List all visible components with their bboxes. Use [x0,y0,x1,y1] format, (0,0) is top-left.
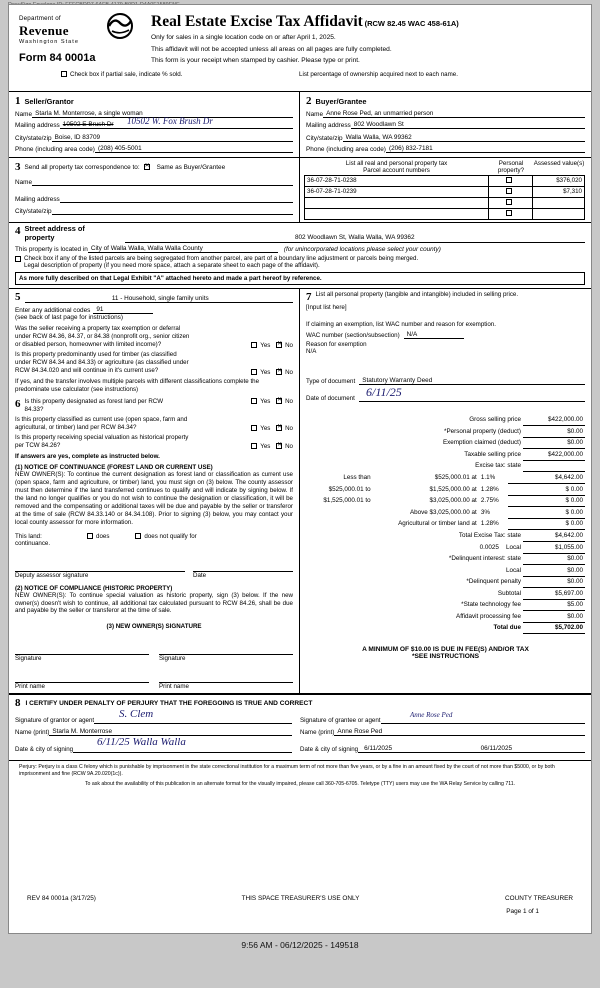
header-note-1: Only for sales in a single location code on or after April 1, 2025. [151,34,336,41]
personal-property-checkbox[interactable] [506,177,512,183]
section-8-number: 8 [15,697,21,710]
personal-property-checkbox[interactable] [506,188,512,194]
bracket-threshold: $1,525,000.00 at [429,485,477,493]
document-page [8,4,592,934]
seller-city-value[interactable]: Boise, ID 83709 [52,134,293,142]
section-7-number: 7 [306,291,312,304]
segregation-checkbox[interactable] [15,256,21,262]
total-due-label: Total due [493,624,521,632]
taxable-selling-price-amount[interactable]: $422,000.00 [523,449,585,461]
deputy-assessor-date-field[interactable] [193,561,293,572]
bracket-row [306,484,585,496]
section-1-number: 1 [15,95,21,107]
corr-city-label: City/state/zip [15,208,52,215]
gross-selling-price-amount[interactable]: $422,000.00 [523,414,585,426]
s6-q3-yes-checkbox[interactable] [251,443,257,449]
section-6-q1-answers[interactable]: Yes ✕No [251,398,293,405]
q1-no-checkbox[interactable] [276,342,282,348]
exemption-claimed-amount[interactable]: $0.00 [523,437,585,449]
land-does-checkbox[interactable] [87,533,93,539]
notice-compliance-title: (2) NOTICE OF COMPLIANCE (HISTORIC PROPERTY) [15,584,173,592]
grantor-date-label: Date & city of signing [15,746,74,754]
grantee-signature-label: Signature of grantee or agent [300,717,381,725]
located-in-label: This property is located in [15,245,88,253]
notice-continuance-body: NEW OWNER(S): To continue the current designation as forest land or classification as current use (open space, farm and agriculture, or timber) land, you must sign on (3) below. The county assessor must then determine if the land transferred continues to qualify and will indicate by signing below. If the land no longer qualifies or you do not wish to continue the designation or classification, it will be removed and the compensating or additional taxes will be due and payable by the seller or transferor at the time of sale (RCW 84.33.140 or 84.34.108). Prior to signing (3) below, you may contact your local county assessor for more information. [15,471,293,526]
bracket-amount[interactable]: $ 0.00 [508,518,585,530]
bracket-range: $1,525,000.01 to [323,497,371,505]
page-number: Page 1 of 1 [506,908,539,915]
exemption-label: If claiming an exemption, list WAC number and reason for exemption. [306,321,496,329]
partial-sale-label: Check box if partial sale, indicate % sold. [70,71,183,78]
footer-row [9,895,591,902]
section-6-question-1: Is this property designated as forest land per RCW 84.33? [24,397,164,413]
fin-row-exemption [306,437,585,449]
bracket-amount[interactable]: $ 0.00 [508,484,585,496]
grantee-date-value-2[interactable]: 06/11/2025 [469,745,585,753]
same-as-buyer-label: Same as Buyer/Grantee [156,163,226,171]
grantee-printname-value[interactable]: Anne Rose Ped [334,728,585,736]
new-owner-signature-field-1[interactable] [15,644,149,655]
total-row [306,565,585,577]
parcel-table-header-3: Personal property? [497,160,525,175]
grantor-date-value: 6/11/25 Walla Walla [97,736,186,749]
property-street-address[interactable]: 802 Woodlawn St, Walla Walla, WA 99362 [125,234,586,243]
section-6-question-3: Is this property receiving special valuation as historical property per TCW 84.26? [15,433,189,449]
personal-property-checkbox-cell[interactable] [489,197,533,208]
total-excise-state-label: Total Excise Tax: state [458,532,521,540]
doc-type-label: Type of document [306,378,356,386]
local-amount[interactable]: $1,055.00 [523,542,585,554]
assessed-value[interactable]: $7,310 [533,186,585,197]
grantee-printname-label: Name (print) [300,729,335,737]
new-owner-signature-label-2: Signature [159,655,186,663]
parcel-table-header-4: Assessed value(s) [533,160,585,167]
legal-description[interactable]: As more fully described on that Legal Exhibit "A" attached hereto and made a part hereof by reference. [15,272,585,285]
state-technology-fee-label: *State technology fee [461,601,521,609]
doc-type-value[interactable]: Statutory Warranty Deed [359,377,585,385]
subtotal-label: Subtotal [497,589,521,597]
land-does-not-label: does not qualify for [144,532,197,540]
reason-exemption-value[interactable]: N/A [306,348,317,356]
table-row[interactable] [305,208,585,219]
partial-sale-checkbox[interactable] [61,71,67,77]
seller-phone-value[interactable]: (208) 405-5001 [95,145,293,153]
form-number: Form 84 0001a [19,51,96,64]
s6-q2-no-checkbox[interactable] [276,425,282,431]
deputy-assessor-signature-label: Deputy assessor signature [15,571,89,579]
corr-city-value[interactable] [52,207,293,215]
delinquent-penalty-label: *Delinquent penalty [466,578,521,586]
perjury-note: Perjury: Perjury is a class C felony which is punishable by imprisonment in the state correctional institution for a maximum term of not more than five years, or by a fine in an amount fixed by the court of not more than $5000, or by both imprisonment and fine (RCW 9A.20.020(1c)). [19,764,555,778]
total-row [306,542,585,554]
new-owner-signature-field-2[interactable] [159,644,293,655]
section-4-title-2: property [24,232,55,242]
section-6-q3-answers[interactable]: Yes ✕No [251,443,293,450]
section-3-number: 3 [15,161,21,173]
gross-selling-price-label: Gross selling price [469,416,521,424]
grantor-printname-value[interactable]: Starla M. Monterrose [49,728,292,736]
affidavit-processing-fee-amount[interactable]: $0.00 [523,611,585,623]
doc-date-handwritten: 6/11/25 [366,385,402,400]
bracket-range [306,507,373,519]
total-row [306,599,585,611]
corr-mailing-value[interactable] [60,195,293,203]
bracket-rate: 1.28% [480,520,499,528]
total-row [306,588,585,600]
personal-property-checkbox-cell[interactable] [489,186,533,197]
new-owner-printname-field-2[interactable] [159,672,293,683]
delinquent-interest-local-label: Local [505,566,521,574]
bracket-row [306,472,585,484]
local-rate-and-label: 0.0025 Local [479,543,521,551]
q2-no-checkbox[interactable] [276,369,282,375]
fin-row-personal [306,426,585,438]
bracket-amount[interactable]: $ 0.00 [508,507,585,519]
table-row[interactable] [305,197,585,208]
property-address-block [9,223,591,289]
fin-row-excise-state [306,460,585,472]
total-row [306,553,585,565]
buyer-phone-value[interactable]: (206) 832-7181 [386,145,585,153]
parties-block [9,92,591,158]
bracket-amount[interactable]: $4,642.00 [508,472,585,484]
bracket-rate: 2.75% [480,497,499,505]
dept-line1: Department of [19,15,61,22]
header-note-3: This form is your receipt when stamped by cashier. Please type or print. [151,57,360,65]
personal-property-deduct-amount[interactable]: $0.00 [523,426,585,438]
notice-compliance-body: NEW OWNER(S): To continue special valuation as historic property, sign (3) below. If the new owner(s) doesn't wish to continue, all additional tax calculated pursuant to RCW 84.26, shall be due and payable by the seller or transferor at the time of sale. [15,591,293,615]
bracket-threshold: $525,000.01 at [434,474,477,482]
subtotal-amount[interactable]: $5,697.00 [523,588,585,600]
s6-q1-yes-checkbox[interactable] [251,398,257,404]
see-back-note: (see back of last page for instructions) [15,314,123,322]
minimum-due-note: A MINIMUM OF $10.00 IS DUE IN FEE(S) AND/OR TAX [362,646,529,654]
excise-tax-state-amount [523,460,585,472]
deputy-assessor-signature-field[interactable] [15,561,185,572]
rcw-reference: (RCW 82.45 WAC 458-61A) [364,19,459,28]
personal-property-input[interactable]: [Input list here] [306,304,347,312]
delinquent-interest-state-label: *Delinquent interest: state [448,555,521,563]
see-instructions-note: *SEE INSTRUCTIONS [411,653,480,661]
bracket-threshold: Agricultural or timber land at [398,520,477,528]
land-does-not-checkbox[interactable] [135,533,141,539]
taxable-selling-price-label: Taxable selling price [464,450,521,458]
bracket-range: $525,000.01 to [328,485,371,493]
state-technology-fee-amount[interactable]: $5.00 [523,599,585,611]
total-due-row [306,622,585,634]
buyer-phone-label: Phone (including area code) [306,146,386,153]
certification-block [9,694,591,757]
continuance-word: continuance. [15,539,51,547]
section-2-number: 2 [306,95,312,107]
totals-table [306,530,585,634]
exemption-claimed-label: Exemption claimed (deduct) [442,439,521,447]
corr-name-label: Name [15,179,33,186]
section-4-note-2: Legal description of property (if you need more space, attach a separate sheet to each page of the affidavit). [24,262,320,270]
ownership-note: List percentage of ownership acquired next to each name. [299,71,458,78]
bracket-table [306,472,585,530]
parcel-number[interactable] [305,208,489,219]
delinquent-penalty-amount[interactable]: $0.00 [523,576,585,588]
section-7-column [300,289,591,693]
buyer-name-value[interactable]: Anne Rose Ped, an unmarried person [323,110,585,118]
section-7-intro: List all personal property (tangible and intangible) included in selling price. [315,291,519,299]
q1-yes-checkbox[interactable] [251,342,257,348]
section-1-title: Seller/Grantor [24,96,74,106]
county-treasurer-label: COUNTY TREASURER [505,895,573,902]
dept-line2: Revenue [19,22,69,38]
header-note-2: This affidavit will not be accepted unless all areas on all pages are fully completed. [151,45,392,53]
section-5-question-2: Is this property predominantly used for timber (as classified under RCW 84.34 and 84.33) or agriculture (as classified under RCW 84.34.020 and will continue in it's current use? [15,351,189,375]
correspondence-instruction: Send all property tax correspondence to: [24,163,140,171]
parcel-table [304,175,585,220]
buyer-mailing-label: Mailing address [306,122,351,129]
seller-mailing-handwritten: 10502 W. Fox Brush Dr [127,116,213,126]
assessed-value[interactable] [533,208,585,219]
parcel-table-section [300,158,591,222]
reason-exemption-label: Reason for exemption [306,341,367,349]
section-5-6-column [9,289,300,693]
section-5-q2-answers[interactable]: Yes ✕No [251,369,293,376]
parcel-number[interactable]: 36-07-28-71-0239 [305,186,489,197]
alternate-format-note: To ask about the availability of this publication in an alternate format for the visually impaired, please call 360-705-6705. Teletype (TTY) users may use the WA Relay Service by calling 711. [84,781,516,788]
fin-row-taxable [306,449,585,461]
seller-city-label: City/state/zip [15,135,52,142]
parcel-table-header-2: Parcel account numbers [363,167,430,175]
excise-tax-state-label: Excise tax: state [475,462,521,470]
section-8-title: I CERTIFY UNDER PENALTY OF PERJURY THAT THE FOREGOING IS TRUE AND CORRECT [25,699,313,707]
additional-codes-label: Enter any additional codes [15,307,91,315]
corr-name-value[interactable] [32,178,293,186]
bracket-rate: 1.1% [480,474,496,482]
buyer-grantee-section [300,92,591,157]
bracket-rate: 1.28% [480,485,499,493]
land-use-code[interactable]: 11 - Household, single family units [25,295,294,303]
section-4-title-1: Street address of [24,223,85,233]
section-6-number: 6 [15,397,21,410]
seller-grantor-section [9,92,300,157]
land-does-label: does [96,532,110,540]
financial-table [306,414,585,472]
additional-codes-value[interactable]: 91 [93,306,153,314]
section-5-question-1: Was the seller receiving a property tax exemption or deferral under RCW 84.36, 84.37, or 84.38 (nonprofit org., senior citizen or disabled person, homeowner with limited income)? [15,325,190,349]
parcel-table-header-1: List all real and personal property tax [345,160,448,167]
located-in-hint: (for unincorporated locations please select your county) [283,245,441,253]
new-owner-signature-label-1: Signature [15,655,42,663]
bracket-row [306,518,585,530]
fin-row-gross [306,414,585,426]
grantee-signature-value: Anne Rose Ped [410,711,453,720]
section-5-question-3: If yes, and the transfer involves multiple parcels with different classifications complete the predominate use calculator (see instructions) [15,377,260,393]
buyer-city-value[interactable]: Walla Walla, WA 99362 [343,134,585,142]
total-excise-state-amount[interactable]: $4,642.00 [523,530,585,542]
section-5-number: 5 [15,291,21,304]
total-row [306,576,585,588]
bracket-rate: 3% [480,508,490,516]
rev-number: REV 84 0001a (3/17/25) [27,895,96,902]
bracket-amount[interactable]: $ 0.00 [508,495,585,507]
wac-number-value[interactable]: N/A [404,331,464,339]
section-4-number: 4 [15,224,21,237]
buyer-city-label: City/state/zip [306,135,343,142]
status-bar: 9:56 AM - 06/12/2025 - 149518 [241,940,359,950]
table-row[interactable] [305,186,585,197]
correspondence-section [9,158,300,222]
grantor-signature-value: S. Clem [119,708,154,721]
bracket-threshold: Above $3,025,000.00 at [409,508,477,516]
grantor-signature-label: Signature of grantor or agent [15,717,95,725]
partial-sale-row [61,71,182,78]
bracket-threshold: $3,025,000.00 at [429,497,477,505]
this-land-label: This land: [15,532,42,540]
seller-phone-label: Phone (including area code) [15,146,95,153]
seller-name-value[interactable]: Starla M. Monterrose, a single woman [32,110,293,118]
bracket-range [306,518,373,530]
seller-mailing-label: Mailing address [15,122,60,129]
assessed-value[interactable] [533,197,585,208]
bracket-row [306,507,585,519]
new-owner-signature-title: (3) NEW OWNER(S) SIGNATURE [106,623,202,631]
delinquent-interest-state-amount[interactable]: $0.00 [523,553,585,565]
buyer-name-label: Name [306,111,324,118]
table-row[interactable] [305,175,585,186]
section-2-title: Buyer/Grantee [315,96,367,106]
dept-line3: Washington State [19,39,79,45]
grantee-date-label: Date & city of signing [300,746,359,754]
form-header [9,5,591,91]
personal-property-checkbox[interactable] [506,210,512,216]
doc-date-label: Date of document [306,395,355,403]
assessed-value[interactable]: $376,020 [533,175,585,186]
total-due-amount[interactable]: $5,702.00 [523,622,585,634]
personal-property-deduct-label: *Personal property (deduct) [443,427,521,435]
grantor-printname-label: Name (print) [15,729,50,737]
delinquent-interest-local-amount[interactable]: $0.00 [523,565,585,577]
new-owner-printname-field-1[interactable] [15,672,149,683]
tax-correspondence-block [9,158,591,223]
new-owner-printname-label-2: Print name [159,683,189,691]
grantee-date-value[interactable]: 6/11/2025 [358,745,468,753]
section-4-note-1: Check box if any of the listed parcels are being segregated from another parcel, are part of a boundary line adjustment or parcels being merged. [24,254,419,262]
same-as-buyer-checkbox[interactable] [144,164,150,170]
parcel-number[interactable] [305,197,489,208]
located-in-value[interactable]: City of Walla Walla, Walla Walla County [88,245,278,253]
title-block [151,13,585,66]
notice-continuance-title: (1) NOTICE OF CONTINUANCE (FOREST LAND OR CURRENT USE) [15,464,213,471]
page-title: Real Estate Excise Tax Affidavit [151,13,363,30]
personal-property-checkbox-cell[interactable] [489,175,533,186]
use-and-personal-block [9,289,591,694]
personal-property-checkbox[interactable] [506,199,512,205]
deputy-assessor-date-label: Date [193,571,207,579]
buyer-mailing-value[interactable]: 802 Woodlawn St [351,121,585,129]
section-6-question-2: Is this property classified as current use (open space, farm and agricultural, or timber) land per RCW 84.34? [15,415,188,431]
s6-q2-yes-checkbox[interactable] [251,425,257,431]
q2-yes-checkbox[interactable] [251,369,257,375]
treasurer-space-label: THIS SPACE TREASURER'S USE ONLY [241,895,360,902]
section-6-q2-answers[interactable]: Yes ✕No [251,425,293,432]
bracket-row [306,495,585,507]
total-row [306,611,585,623]
section-5-q1-answers[interactable]: Yes ✕No [251,342,293,349]
corr-mailing-label: Mailing address [15,196,60,203]
parcel-number[interactable]: 36-07-28-71-0238 [305,175,489,186]
seller-mailing-printed[interactable]: 10502 E Brush Dr [60,121,293,129]
wac-number-label: WAC number (section/subsection) [306,332,400,340]
washington-state-logo-icon [103,13,137,39]
affidavit-processing-fee-label: Affidavit processing fee [456,612,521,620]
s6-q3-no-checkbox[interactable] [276,443,282,449]
new-owner-printname-label-1: Print name [15,683,45,691]
seller-name-label: Name [15,111,33,118]
total-row [306,530,585,542]
s6-q1-no-checkbox[interactable] [276,398,282,404]
section-6-answers-note: If answers are yes, complete as instructed below. [15,453,160,460]
bracket-range: Less than [343,474,371,482]
personal-property-checkbox-cell[interactable] [489,208,533,219]
